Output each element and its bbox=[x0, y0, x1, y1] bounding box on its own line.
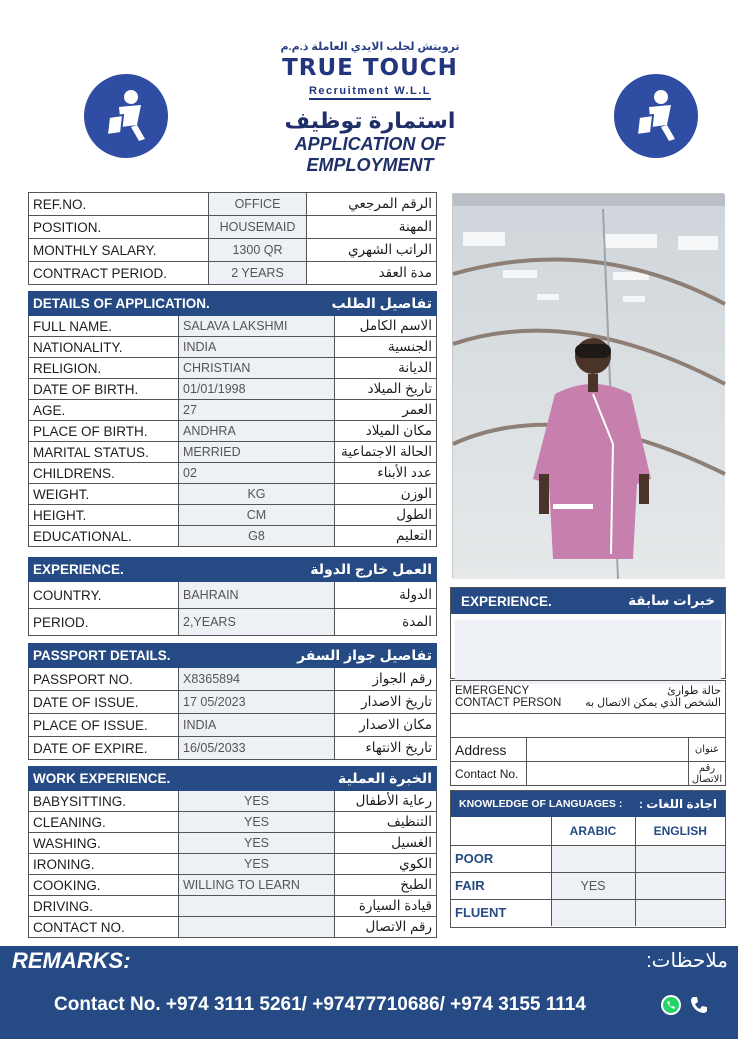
application-details-title-arabic: تفاصيل الطلب bbox=[335, 292, 437, 316]
form-row bbox=[29, 193, 437, 216]
previous-experience-title: EXPERIENCE. bbox=[461, 593, 552, 609]
work-experience-title: WORK EXPERIENCE. bbox=[29, 767, 335, 791]
basic-info-table bbox=[28, 192, 437, 285]
position-label-arabic: المهنة bbox=[307, 216, 437, 239]
country-label: COUNTRY. bbox=[29, 582, 179, 609]
babysitting-label-arabic: رعاية الأطفال bbox=[335, 791, 437, 812]
nationality-label-arabic: الجنسية bbox=[335, 337, 437, 358]
educational-label: EDUCATIONAL. bbox=[29, 526, 179, 547]
driving-label-arabic: قيادة السيارة bbox=[335, 896, 437, 917]
country-value[interactable]: BAHRAIN bbox=[179, 582, 335, 609]
language-row bbox=[451, 899, 725, 926]
full-name-label-arabic: الاسم الكامل bbox=[335, 316, 437, 337]
date-of-expire-label: DATE OF EXPIRE. bbox=[29, 737, 179, 760]
form-title-arabic: استمارة توظيف bbox=[284, 108, 456, 133]
contact-no-label-arabic: رقم الاتصال bbox=[335, 917, 437, 938]
age-label-arabic: العمر bbox=[335, 400, 437, 421]
work-experience-header bbox=[29, 767, 437, 791]
place-of-issue-label-arabic: مكان الاصدار bbox=[335, 714, 437, 737]
form-row bbox=[29, 737, 437, 760]
applicant-photo bbox=[452, 193, 724, 578]
previous-experience-header bbox=[451, 588, 725, 614]
form-row bbox=[29, 484, 437, 505]
period-value[interactable]: 2,YEARS bbox=[179, 609, 335, 636]
date-of-issue-label-arabic: تاريخ الاصدار bbox=[335, 691, 437, 714]
emergency-label-arabic: حالة طوارئ bbox=[667, 685, 721, 697]
form-row bbox=[29, 896, 437, 917]
ref-no-label: REF.NO. bbox=[29, 193, 209, 216]
washing-label: WASHING. bbox=[29, 833, 179, 854]
form-row bbox=[29, 833, 437, 854]
person-with-document-icon bbox=[621, 81, 691, 151]
languages-table bbox=[451, 817, 725, 926]
phone-icon[interactable] bbox=[688, 994, 710, 1016]
person-with-document-icon bbox=[91, 81, 161, 151]
company-logo-left bbox=[84, 74, 168, 158]
date-of-issue-value[interactable]: 17 05/2023 bbox=[179, 691, 335, 714]
contact-no-label: CONTACT NO. bbox=[29, 917, 179, 938]
passport-no-label-arabic: رقم الجواز bbox=[335, 668, 437, 691]
contact-no-label-arabic: رقم الاتصال bbox=[691, 762, 723, 785]
nationality-value[interactable]: INDIA bbox=[179, 337, 335, 358]
form-row bbox=[29, 812, 437, 833]
weight-label-arabic: الوزن bbox=[335, 484, 437, 505]
form-row bbox=[29, 463, 437, 484]
remarks-label-arabic: ملاحظات: bbox=[646, 950, 728, 972]
company-subtitle: Recruitment W.L.L bbox=[309, 85, 431, 100]
form-row bbox=[29, 505, 437, 526]
company-logo-right bbox=[614, 74, 698, 158]
marital-status-label: MARITAL STATUS. bbox=[29, 442, 179, 463]
contact-person-label-arabic: الشخص الذي يمكن الاتصال به bbox=[585, 697, 721, 709]
language-col-english: ENGLISH bbox=[635, 817, 725, 845]
work-experience-title-arabic: الخبرة العملية bbox=[335, 767, 437, 791]
form-row bbox=[29, 714, 437, 737]
monthly-salary-value[interactable]: 1300 QR bbox=[209, 239, 307, 262]
company-brand bbox=[230, 40, 510, 176]
date-of-expire-label-arabic: تاريخ الانتهاء bbox=[335, 737, 437, 760]
period-label-arabic: المدة bbox=[335, 609, 437, 636]
application-details-header bbox=[29, 292, 437, 316]
full-name-value[interactable]: SALAVA LAKSHMI bbox=[179, 316, 335, 337]
languages-title: KNOWLEDGE OF LANGUAGES : bbox=[459, 798, 623, 810]
contract-period-value[interactable]: 2 YEARS bbox=[209, 262, 307, 285]
form-row bbox=[29, 582, 437, 609]
marital-status-label-arabic: الحالة الاجتماعية bbox=[335, 442, 437, 463]
footer-bar bbox=[0, 946, 738, 1039]
height-value[interactable]: CM bbox=[179, 505, 335, 526]
country-label-arabic: الدولة bbox=[335, 582, 437, 609]
emergency-contact-panel bbox=[450, 680, 726, 786]
form-row bbox=[29, 854, 437, 875]
language-arabic-value[interactable] bbox=[551, 899, 635, 926]
form-row bbox=[29, 379, 437, 400]
place-of-issue-value[interactable]: INDIA bbox=[179, 714, 335, 737]
contact-numbers[interactable]: Contact No. +974 3111 5261/ +97477710686/ +974 3155 1114 bbox=[54, 994, 586, 1015]
experience-header bbox=[29, 558, 437, 582]
weight-label: WEIGHT. bbox=[29, 484, 179, 505]
ironing-label-arabic: الكوي bbox=[335, 854, 437, 875]
date-of-issue-label: DATE OF ISSUE. bbox=[29, 691, 179, 714]
washing-label-arabic: الغسيل bbox=[335, 833, 437, 854]
contract-period-label: CONTRACT PERIOD. bbox=[29, 262, 209, 285]
previous-experience-panel bbox=[450, 587, 726, 679]
form-row bbox=[29, 526, 437, 547]
height-label: HEIGHT. bbox=[29, 505, 179, 526]
educational-label-arabic: التعليم bbox=[335, 526, 437, 547]
contact-icons bbox=[660, 994, 710, 1016]
date-of-birth-value[interactable]: 01/01/1998 bbox=[179, 379, 335, 400]
experience-title: EXPERIENCE. bbox=[29, 558, 335, 582]
form-row bbox=[29, 358, 437, 379]
contact-no-field[interactable] bbox=[527, 762, 689, 785]
emergency-label: EMERGENCY bbox=[455, 685, 530, 697]
form-row bbox=[29, 216, 437, 239]
date-of-birth-label-arabic: تاريخ الميلاد bbox=[335, 379, 437, 400]
language-english-value[interactable] bbox=[635, 899, 725, 926]
form-row bbox=[29, 239, 437, 262]
form-row bbox=[29, 875, 437, 896]
language-row bbox=[451, 872, 725, 899]
cleaning-value[interactable]: YES bbox=[179, 812, 335, 833]
form-row bbox=[29, 917, 437, 938]
monthly-salary-label: MONTHLY SALARY. bbox=[29, 239, 209, 262]
passport-header bbox=[29, 644, 437, 668]
ref-no-label-arabic: الرقم المرجعي bbox=[307, 193, 437, 216]
ironing-value[interactable]: YES bbox=[179, 854, 335, 875]
address-field[interactable] bbox=[527, 738, 689, 761]
age-value[interactable]: 27 bbox=[179, 400, 335, 421]
previous-experience-title-arabic: خبرات سابقة bbox=[628, 593, 715, 608]
contract-period-label-arabic: مدة العقد bbox=[307, 262, 437, 285]
nationality-label: NATIONALITY. bbox=[29, 337, 179, 358]
form-row bbox=[29, 421, 437, 442]
emergency-contact-field[interactable] bbox=[451, 714, 725, 738]
passport-no-label: PASSPORT NO. bbox=[29, 668, 179, 691]
childrens-value[interactable]: 02 bbox=[179, 463, 335, 484]
language-level-poor: POOR bbox=[451, 845, 551, 872]
marital-status-value[interactable]: MERRIED bbox=[179, 442, 335, 463]
company-name-arabic: ترويتش لجلب الايدي العاملة ذ.م.م bbox=[280, 41, 460, 53]
language-arabic-value[interactable]: YES bbox=[551, 872, 635, 899]
position-label: POSITION. bbox=[29, 216, 209, 239]
period-label: PERIOD. bbox=[29, 609, 179, 636]
remarks-label: REMARKS: bbox=[12, 948, 131, 973]
address-label-arabic: عنوان bbox=[694, 744, 720, 755]
form-row bbox=[29, 791, 437, 812]
driving-label: DRIVING. bbox=[29, 896, 179, 917]
age-label: AGE. bbox=[29, 400, 179, 421]
form-row bbox=[29, 609, 437, 636]
religion-label: RELIGION. bbox=[29, 358, 179, 379]
application-details-table bbox=[28, 291, 437, 547]
height-label-arabic: الطول bbox=[335, 505, 437, 526]
passport-no-value[interactable]: X8365894 bbox=[179, 668, 335, 691]
languages-title-arabic: اجادة اللغات : bbox=[638, 797, 717, 811]
washing-value[interactable]: YES bbox=[179, 833, 335, 854]
educational-value[interactable]: G8 bbox=[179, 526, 335, 547]
weight-value[interactable]: KG bbox=[179, 484, 335, 505]
form-row bbox=[29, 691, 437, 714]
contact-person-label: CONTACT PERSON bbox=[455, 697, 562, 709]
place-of-issue-label: PLACE OF ISSUE. bbox=[29, 714, 179, 737]
full-name-label: FULL NAME. bbox=[29, 316, 179, 337]
place-of-birth-value[interactable]: ANDHRA bbox=[179, 421, 335, 442]
form-row bbox=[29, 262, 437, 285]
driving-value[interactable] bbox=[179, 896, 335, 917]
experience-title-arabic: العمل خارج الدولة bbox=[335, 558, 437, 582]
form-row bbox=[29, 400, 437, 421]
language-row bbox=[451, 845, 725, 872]
childrens-label-arabic: عدد الأبناء bbox=[335, 463, 437, 484]
ironing-label: IRONING. bbox=[29, 854, 179, 875]
language-arabic-value[interactable] bbox=[551, 845, 635, 872]
form-row bbox=[29, 316, 437, 337]
language-level-fair: FAIR bbox=[451, 872, 551, 899]
form-title: APPLICATION OF EMPLOYMENT bbox=[294, 134, 446, 175]
passport-table bbox=[28, 643, 437, 760]
whatsapp-icon[interactable] bbox=[660, 994, 682, 1016]
date-of-birth-label: DATE OF BIRTH. bbox=[29, 379, 179, 400]
ref-no-value[interactable]: OFFICE bbox=[209, 193, 307, 216]
cooking-label: COOKING. bbox=[29, 875, 179, 896]
cooking-label-arabic: الطبخ bbox=[335, 875, 437, 896]
position-value[interactable]: HOUSEMAID bbox=[209, 216, 307, 239]
language-col-arabic: ARABIC bbox=[551, 817, 635, 845]
languages-panel bbox=[450, 790, 726, 928]
place-of-birth-label: PLACE OF BIRTH. bbox=[29, 421, 179, 442]
language-english-value[interactable] bbox=[635, 872, 725, 899]
monthly-salary-label-arabic: الراتب الشهري bbox=[307, 239, 437, 262]
passport-title-arabic: تفاصيل جواز السفر bbox=[335, 644, 437, 668]
application-details-title: DETAILS OF APPLICATION. bbox=[29, 292, 335, 316]
childrens-label: CHILDRENS. bbox=[29, 463, 179, 484]
form-row bbox=[29, 337, 437, 358]
cleaning-label: CLEANING. bbox=[29, 812, 179, 833]
babysitting-label: BABYSITTING. bbox=[29, 791, 179, 812]
babysitting-value[interactable]: YES bbox=[179, 791, 335, 812]
form-row bbox=[29, 668, 437, 691]
experience-table bbox=[28, 557, 437, 636]
cleaning-label-arabic: التنظيف bbox=[335, 812, 437, 833]
contact-no-value[interactable] bbox=[179, 917, 335, 938]
company-name: TRUE TOUCH bbox=[282, 55, 458, 81]
cooking-value[interactable]: WILLING TO LEARN bbox=[179, 875, 335, 896]
form-row bbox=[29, 442, 437, 463]
passport-title: PASSPORT DETAILS. bbox=[29, 644, 335, 668]
contact-no-label: Contact No. bbox=[451, 762, 527, 785]
work-experience-table bbox=[28, 766, 437, 938]
address-label: Address bbox=[451, 738, 527, 761]
date-of-expire-value[interactable]: 16/05/2033 bbox=[179, 737, 335, 760]
place-of-birth-label-arabic: مكان الميلاد bbox=[335, 421, 437, 442]
religion-label-arabic: الديانة bbox=[335, 358, 437, 379]
religion-value[interactable]: CHRISTIAN bbox=[179, 358, 335, 379]
language-english-value[interactable] bbox=[635, 845, 725, 872]
language-level-fluent: FLUENT bbox=[451, 899, 551, 926]
previous-experience-field[interactable] bbox=[455, 620, 721, 684]
